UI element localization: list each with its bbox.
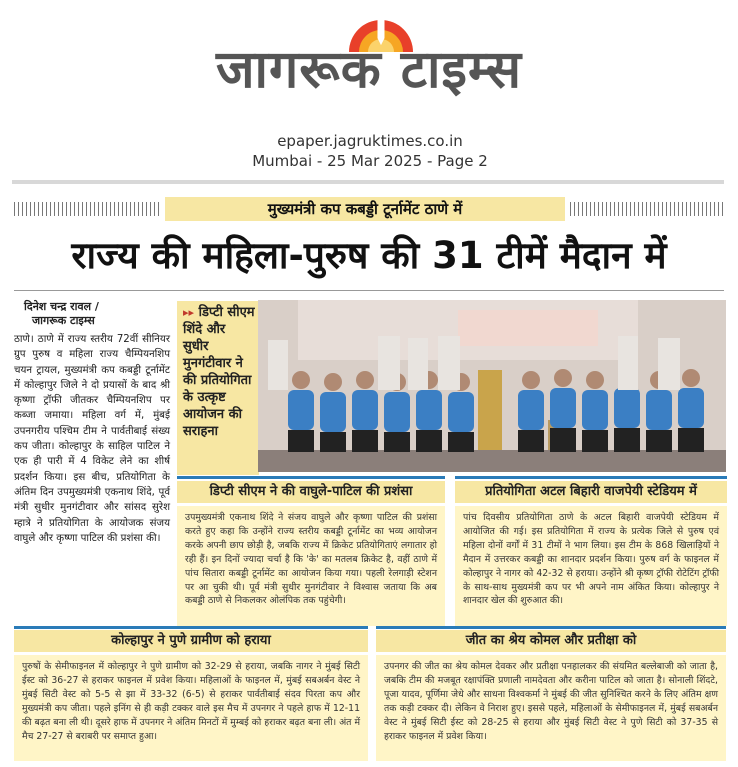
- section4-title: जीत का श्रेय कोमल और प्रतीक्षा को: [376, 630, 726, 652]
- site-url[interactable]: epaper.jagruktimes.co.in: [277, 132, 463, 150]
- headline-rule: [14, 290, 724, 291]
- logo-title: जागरूक टाइम्स: [215, 40, 523, 100]
- lead-paragraph: ठाणे। ठाणे में राज्य स्तरीय 72वीं सीनियर ग्रुप पुरुष व महिला राज्य चैम्पियनशिप चयन ट्रायल, मुख्यमंत्री कप कबड्डी टूर्नामेंट में कोल्हापुर जिले ने दो प्रयासों के बाद श्री कृष्णा ट्रॉफी जीतकर चैम्पियनशिप पर कब्जा जमाया। महिला वर्ग में, मुंबई उपनगरीय पश्चिम टीम ने पार्वतीबाई संख्य कप जीता। कोल्हापुर के साहिल पाटिल ने एक ही पारी में 4 विकेट लेने का शीर्ष प्रदर्शन किया। इस बीच, प्रतियोगिता के अंतिम दिन उपमुख्यमंत्री एकनाथ शिंदे, पूर्व मंत्री सुधीर मुनगंटीवार और सांसद सुरेश म्हात्रे ने प्रतियोगिता के आयोजक संजय वाघुले और कृष्णा पाटिल की प्रशंसा की।: [14, 334, 170, 544]
- section4-rule: [376, 626, 726, 629]
- section4-body: उपनगर की जीत का श्रेय कोमल देवकर और प्रतीक्षा पनहालकर की संयमित बल्लेबाजी को जाता है, जबकि टीम की मजबूत रक्षापंक्ति प्रणाली नामदेवता और करीना पाटिल को जाता है। सोनाली शिंदटे, पूजा यादव, पूर्णिमा जेधे और साधना विश्वकर्मा ने मुंबई की जीत सुनिश्चित करने के लिए अंतिम क्षण तक कड़ी टक्कर दी। लेकिन वे निराश हुए। इससे पहले, महिलाओं के सेमीफाइनल में, मुंबई सबअर्बन वेस्ट ने मुंबई सिटी ईस्ट को 28-25 से हराया और मुंबई सिटी वेस्ट ने पुणे सिटी को 37-35 से हराकर फाइनल में प्रवेश किया।: [376, 655, 726, 761]
- section3-title: कोल्हापुर ने पुणे ग्रामीण को हराया: [14, 630, 368, 652]
- section3-rule: [14, 626, 368, 629]
- section2-body: पांच दिवसीय प्रतियोगिता ठाणे के अटल बिहारी वाजपेयी स्टेडियम में आयोजित की गई। इस प्रतियोगिता में राज्य के प्रत्येक जिले से पुरुष एवं महिला दोनों वर्गों में 31 टीमों ने भाग लिया। इस टीम के 868 खिलाड़ियों ने मैदान में उत्तरकर कबड्डी का शानदार प्रदर्शन किया। पुरुष वर्ग के फाइनल में कोल्हापुर ने नागर को 42-32 से हराया। उन्होंने श्री कृष्ण ट्रॉफी रोटेटिंग ट्रॉफी के साथ-साथ मुख्यमंत्री कप पर भी अपने नाम अंकित किया। कोल्हापुर ने शानदार खेल की शुरुआत की।: [455, 506, 727, 626]
- section2-title: प्रतियोगिता अटल बिहारी वाजपेयी स्टेडियम में: [455, 481, 727, 503]
- section3-body: पुरुषों के सेमीफाइनल में कोल्हापुर ने पुणे ग्रामीण को 32-29 से हराया, जबकि नागर ने मुंबई सिटी ईस्ट को 36-27 से हराकर फाइनल में प्रवेश किया। महिलाओं के फाइनल में, मुंबई सबअर्बन वेस्ट ने मुंबई सिटी वेस्ट को 5-5 से झा में 33-32 (6-5) से हराकर पार्वतीबाई संदव पिरता कप और मुख्यमंत्री कप जीता। पहले इनिंग से ही कड़ी टक्कर वाले इस मैच में उपनगर ने पहले हाफ में 12-11 की बढ़त बना ली थी। दूसरे हाफ में उपनगर ने अंतिम मिनटों में मुम्बई को हराकर बढ़त बना ली। अंत में मैच 27-27 से बराबरी पर समाप्त हुआ।: [14, 655, 368, 761]
- headline: राज्य की महिला-पुरुष की 31 टीमें मैदान में: [71, 234, 667, 277]
- section1-title: डिप्टी सीएम ने की वाघुले-पाटिल की प्रशंसा: [177, 481, 445, 503]
- double-arrow-icon: ▸▸: [183, 306, 195, 319]
- edition-info: Mumbai - 25 Mar 2025 - Page 2: [252, 152, 488, 170]
- section1-rule: [177, 476, 445, 479]
- section1-body: उपमुख्यमंत्री एकनाथ शिंदे ने संजय वाघुले और कृष्णा पाटिल की प्रशंसा करते हुए कहा कि उन्होंने राज्य स्तरीय कबड्डी टूर्नामेंट का भव्य आयोजन करके अपनी छाप छोड़ी है, जबकि राज्य में क्रिकेट प्रतियोगिताएं लगातार हो रही हैं। इन दिनों ज्यादा चर्चा है कि 'के' का मतलब क्रिकेट है, वहीं ठाणे में पांच सितारा कबड्डी टूर्नामेंट का आयोजन किया गया। पहली रेलगाड़ी स्टेशन पर आ चुकी थी। पूर्व मंत्री सुधीर मुनगंटीवार ने विश्वास जताया कि अब कबड्डी ठाणे से निकलकर ओलंपिक तक पहुंचेगी।: [177, 506, 445, 626]
- section2-rule: [455, 476, 727, 479]
- byline-author: दिनेश चन्द्र रावल /: [24, 300, 99, 313]
- kicker-label: मुख्यमंत्री कप कबड्डी टूर्नामेंट ठाणे में: [165, 197, 565, 221]
- team-photo: [258, 300, 726, 472]
- kicker-hatch-right: [570, 202, 724, 216]
- pull-quote-box: [177, 301, 259, 475]
- kicker-hatch-left: [14, 202, 160, 216]
- top-divider: [12, 180, 724, 184]
- byline-paper: जागरूक टाइम्स: [32, 314, 95, 327]
- masthead: [0, 0, 738, 178]
- pull-quote-text: डिप्टी सीएम शिंदे और सुधीर मुनगंटीवार ने की प्रतियोगिता के उत्कृष्ट आयोजन की सराहना: [183, 305, 255, 439]
- byline: [24, 300, 144, 328]
